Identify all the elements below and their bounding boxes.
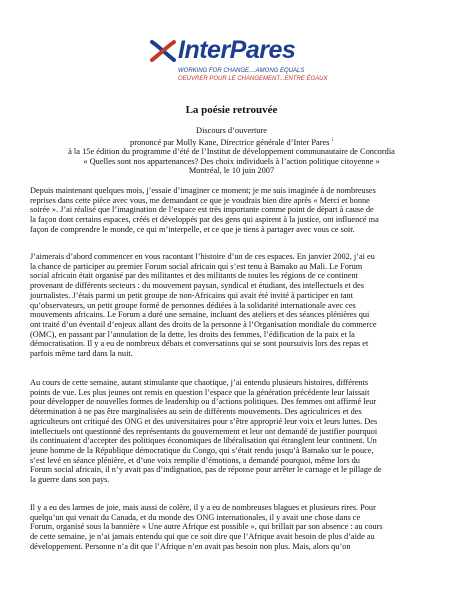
paragraph: Il y a eu des larmes de joie, mais aussi de colère, il y a eu de nombreuses blagues et plusieurs rires. Pour quelqu’un qui venait du Canada, et du monde des ONG internationales, il y avait une chose dans ce Forum, organisé sous la bannière « Une autre Afrique est possible », qui brillait par son absence : au cours de cette semaine, je n’ai jamais entendu qui que ce soit dire que l’Afrique avait besoin de plus d’aide au développement. Personne n’a dit que l’Afrique n’en avait pas besoin non plus. Mais, alors qu’on	[30, 503, 383, 551]
header-line: « Quelles sont nos appartenances? Des choix individuels à l’action politique citoyenne »	[83, 156, 380, 166]
paragraph: J’aimerais d’abord commencer en vous racontant l’histoire d’un de ces espaces. En janvier 2002, j’ai eu la chance de participer au premier Forum social africain qui s’est tenu à Bamako au Mali. Le Forum social africain était organisé par des militantes et des militants de toutes les régions de ce continent provenant de différents secteurs : du mouvement paysan, syndical et étudiant, des intellectuels et des journalistes. J’étais parmi un petit groupe de non-Africains qui avait été invité à participer en tant qu’observateurs, un petit groupe formé de personnes dédiées à la solidarité internationale avec ces mouvements africains. Le Forum a duré une semaine, incluant des ateliers et des séances plénières qui ont traité d’un éventail d’enjeux allant des droits de la personne à l’Organisation mondiale du commerce (OMC), en passant par l’annulation de la dette, les droits des femmes, l’édification de la paix et la démocratisation. Il y a eu de nombreux débats et conversations qui se sont poursuivis lors des repas et parfois même tard dans la nuit.	[30, 252, 377, 359]
interpares-x-icon	[150, 40, 176, 62]
document-title: La poésie retrouvée	[185, 104, 278, 116]
footnote-mark: i	[331, 137, 333, 143]
logo-tagline-en: WORKING FOR CHANGE....AMONG EQUALS	[178, 68, 305, 74]
paragraph: Depuis maintenant quelques mois, j’essaie d’imaginer ce moment; je me suis imaginée à de nombreuses reprises dans cette pièce avec vous, me demandant ce que je voudrais bien dire après « Merci et bonne soirée ». J’ai réalisé que l’imagination de l’espace est très importante comme point de départ à cause de la façon dont certains espaces, créés et développés par des gens qui aspirent à la justice, ont influencé ma façon de comprendre le monde, ce qui m’interpelle, et ce que je tiens à partager avec vous ce soir.	[30, 186, 379, 234]
logo-wordmark: InterPares	[178, 36, 296, 64]
interpares-logo	[150, 36, 330, 92]
header-line: Montréal, le 10 juin 2007	[188, 166, 275, 176]
header-line: prononcé par Molly Kane, Directrice générale d’Inter Pares $^i$	[130, 137, 333, 147]
paragraph: Au cours de cette semaine, autant stimulante que chaotique, j’ai entendu plusieurs histoires, différents points de vue. Les plus jeunes ont remis en question l’espace que la génération précédente leur laissait pour développer de nouvelles formes de leadership ou d’actions politiques. Des femmes ont affirmé leur détermination à ne pas être marginalisées au sein de différents mouvements. Des agricultrices et des agriculteurs ont critiqué des ONG et des universitaires pour s’être approprié leur voix et leurs luttes. Des intellectuels ont questionné des représentants du gouvernement et leur ont demandé de justifier pourquoi ils continuaient d’accepter des politiques économiques de libéralisation qui étranglent leur continent. Un jeune homme de la République démocratique du Congo, qui s’était rendu jusqu’à Bamako sur le pouce, s’est levé en séance plénière, et d’une voix remplie d’émotions, a demandé pourquoi, même lors du Forum social africain, il n’y avait pas d’indignation, pas de réponse pour arrêter le carnage et le pillage de la guerre dans son pays.	[30, 378, 382, 485]
header-line: Discours d’ouverture	[196, 126, 267, 135]
logo-tagline-fr: OEUVRER POUR LE CHANGEMENT...ENTRE ÉGAUX	[178, 76, 328, 82]
header-line: à la 15e édition du programme d’été de l’Institut de développement communautaire de Concordia	[68, 146, 395, 156]
header-block	[0, 126, 463, 176]
